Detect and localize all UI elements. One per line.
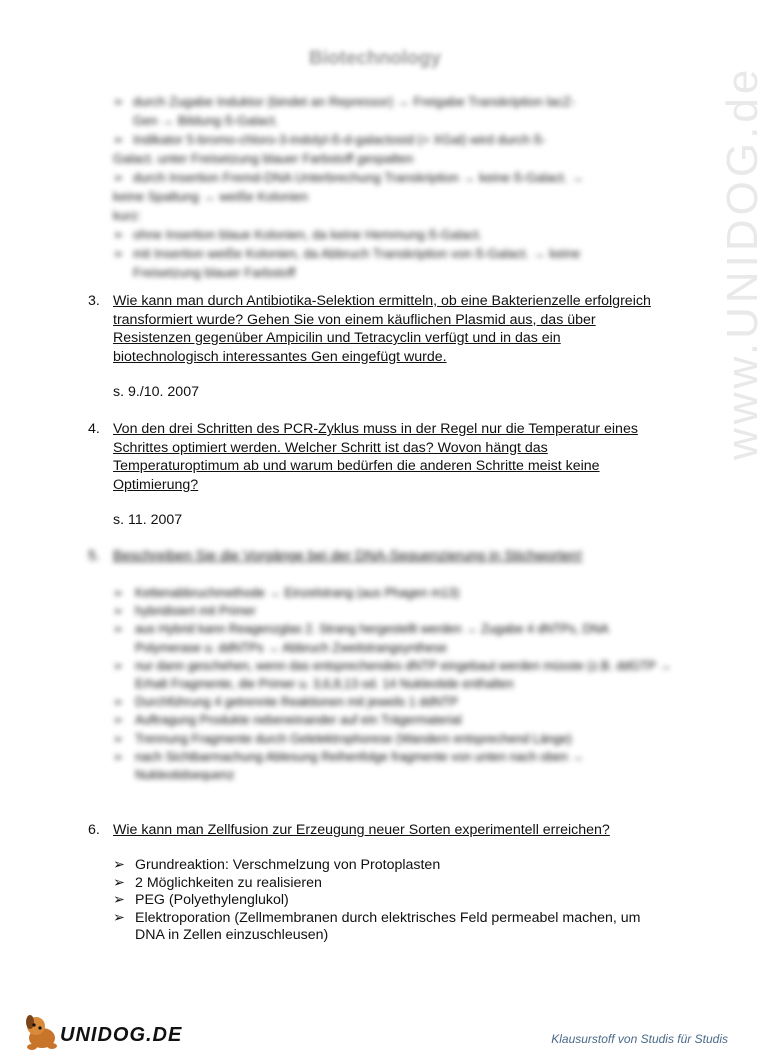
arrow-bullet-icon: ➢ xyxy=(113,857,125,873)
question-4 xyxy=(88,420,658,494)
footer-tagline: Klausurstoff von Studis für Studis xyxy=(551,1032,728,1046)
question-number: 3. xyxy=(88,293,100,309)
question-text: Von den drei Schritten des PCR-Zyklus muss in der Regel nur die Temperatur eines Schrittes optimiert werden. Welcher Schritt ist das? Wovon hängt das Temperaturoptimum ab und warum bedürfen die anderen Schritte meist keine Optimierung? xyxy=(113,421,638,493)
list-item: ➢ Durchführung 4 getrennte Reaktionen mit jeweils 1 ddNTP xyxy=(113,695,459,710)
arrow-bullet-icon: ➢ xyxy=(113,909,125,926)
question-5 xyxy=(88,547,658,566)
blurred-line: Gen → Bildung ß-Galact. xyxy=(133,113,279,128)
question-6 xyxy=(88,821,658,840)
blurred-line: Galact. unter Freisetzung blauer Farbstoff gespalten xyxy=(113,151,414,166)
list-item: ➢ 2 Möglichkeiten zu realisieren xyxy=(113,874,322,891)
list-item: ➢ Auftragung Produkte nebeneinander auf ein Trägermaterial xyxy=(113,713,462,728)
question-text: Wie kann man Zellfusion zur Erzeugung neuer Sorten experimentell erreichen? xyxy=(113,822,610,838)
list-item: ➢ PEG (Polyethylenglukol) xyxy=(113,892,289,908)
question-4-reference: s. 11. 2007 xyxy=(113,512,183,528)
list-item: ➢ Trennung Fragmente durch Gelelektrophorese (Wandern entsprechend Länge) xyxy=(113,731,572,746)
question-3 xyxy=(88,292,658,366)
list-item: ➢ Elektroporation (Zellmembranen durch elektrisches Feld permeabel machen, um DNA in Zellen einzuschleusen) xyxy=(113,909,641,943)
arrow-bullet-icon: ➢ xyxy=(113,874,125,891)
blurred-line: kurz: xyxy=(113,208,142,223)
blurred-line: ➢ durch Zugabe Induktor (bindet an Repressor) → Freigabe Transkription lacZ- xyxy=(113,94,576,109)
dog-logo-icon xyxy=(22,1010,62,1052)
blurred-line: ➢ ohne Insertion blaue Kolonien, da keine Hemmung ß-Galact. xyxy=(113,227,483,242)
question-text: Wie kann man durch Antibiotika-Selektion ermitteln, ob eine Bakterienzelle erfolgreich transformiert wurde? Gehen Sie von einem käuflichen Plasmid aus, das über Resistenzen gegenüber Ampicilin und Tetracyclin verfügt und in das ein biotechnologisch interessantes Gen eingefügt wurde. xyxy=(113,293,651,365)
list-item: ➢ hybridisiert mit Primer xyxy=(113,604,256,619)
list-item: ➢ nach Sichtbarmachung Ablesung Reihenfolge fragmente von unten nach oben → Nukleotidsequenz xyxy=(113,749,584,783)
list-item: ➢ aus Hybrid kann Reagenzglas 2. Strang hergestellt werden → Zugabe 4 dNTPs, DNA Polymerase u. ddNTPs → Abbruch Zweitstrangsynthese xyxy=(113,622,609,655)
question-3-reference: s. 9./10. 2007 xyxy=(113,384,199,400)
blurred-line: Freisetzung blauer Farbstoff xyxy=(133,265,296,280)
arrow-bullet-icon: ➢ xyxy=(113,892,125,908)
blurred-line: ➢ durch Insertion Fremd-DNA Unterbrechung Transkription → keine ß-Galact. → xyxy=(113,170,584,185)
question-5-bullets xyxy=(113,584,673,784)
list-item: ➢ Grundreaktion: Verschmelzung von Protoplasten xyxy=(113,857,441,873)
question-number: 4. xyxy=(88,421,100,437)
page-title: Biotechnology xyxy=(309,48,441,69)
list-item: ➢ Kettenabbruchmethode → Einzelstrang (aus Phagen m13) xyxy=(113,586,460,600)
blurred-line: ➢ Indikator 5-bromo-chloro-3-indolyl-ß-d-galactosid (= XGal) wird durch ß- xyxy=(113,132,546,147)
question-number: 5. xyxy=(88,548,100,564)
logo-text: UNIDOG.DE xyxy=(60,1024,183,1046)
watermark: www.UNIDOG.de xyxy=(718,65,767,460)
blurred-line: ➢ mit Insertion weiße Kolonien, da Abbruch Transkription von ß-Galact. → keine xyxy=(113,246,581,261)
question-text: Beschreiben Sie die Vorgänge bei der DNA-Sequenzierung in Stichworten! xyxy=(113,548,583,564)
question-number: 6. xyxy=(88,822,100,838)
list-item: ➢ nur dann geschehen, wenn das entsprechendes dNTP eingebaut werden müsste (z.B. ddGTP → Erhalt Fragmente, die Primer u. 3,6,8,13 od. 14 Nukleotide enthalten xyxy=(113,658,672,692)
blurred-line: keine Spaltung → weiße Kolonien xyxy=(113,189,309,204)
question-6-bullets xyxy=(113,857,673,945)
